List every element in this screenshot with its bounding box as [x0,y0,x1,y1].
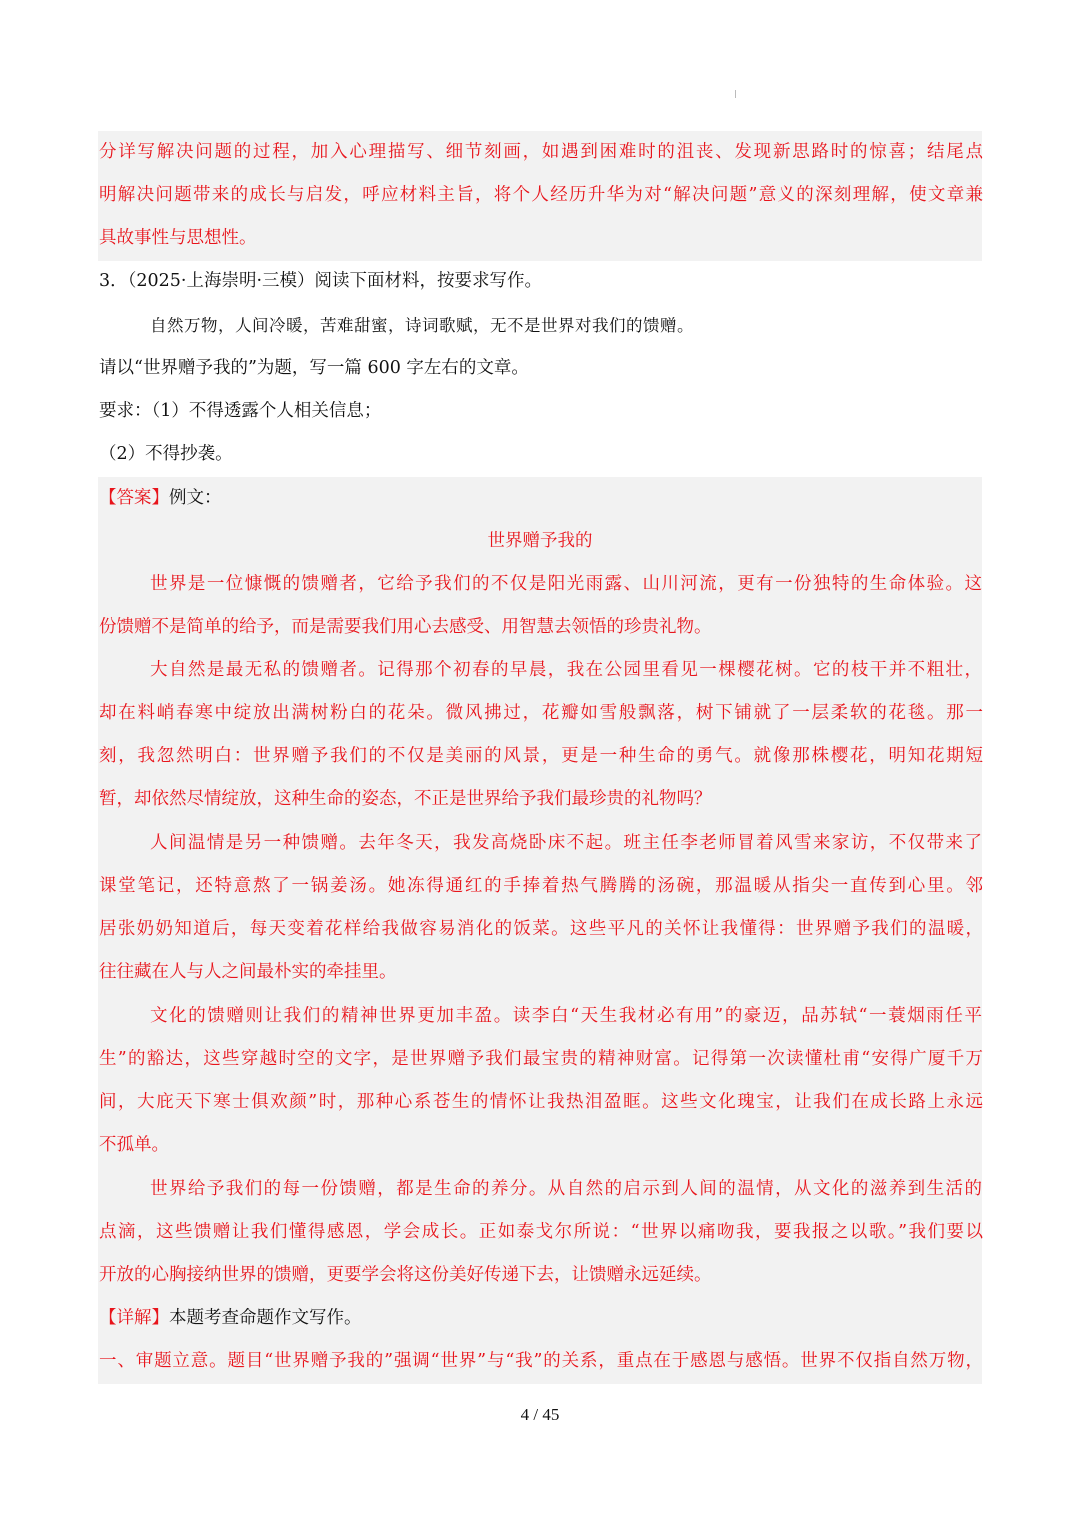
answer-line: 分详写解决问题的过程，加入心理描写、细节刻画，如遇到困难时的沮丧、发现新思路时的惊喜；结尾点 [99,142,983,162]
question-heading [99,260,983,303]
question-material: 自然万物，人间冷暖，苦难甜蜜，诗词歌赋，无不是世界对我们的馈赠。 [150,316,694,335]
essay-line: 人间温情是另一种馈赠。去年冬天，我发高烧卧床不起。班主任李老师冒着风雪来家访，不仅带来了 [150,833,982,853]
answer-label: 【答案】 [99,488,169,508]
essay-line: 间，大庇天下寒士俱欢颜”时，那种心系苍生的情怀让我热泪盈眶。这些文化瑰宝，让我们在成长路上永远 [99,1092,983,1112]
essay-line: 点滴，这些馈赠让我们懂得感恩，学会成长。正如泰戈尔所说：“世界以痛吻我，要我报之以歌。”我们要以 [99,1222,983,1242]
essay-line: 不孤单。 [99,1135,169,1155]
detail-line: 一、审题立意。题目“世界赠予我的”强调“世界”与“我”的关系，重点在于感恩与感悟。世界不仅指自然万物， [99,1351,983,1371]
essay-line: 大自然是最无私的馈赠者。记得那个初春的早晨，我在公园里看见一棵樱花树。它的枝干并不粗壮， [150,660,982,680]
answer-header [99,477,983,520]
answer-line: 明解决问题带来的成长与启发，呼应材料主旨，将个人经历升华为对“解决问题”意义的深刻理解，使文章兼 [99,185,983,205]
essay-line: 世界是一位慷慨的馈赠者，它给予我们的不仅是阳光雨露、山川河流，更有一份独特的生命体验。这 [150,574,982,594]
page-number: 4 / 45 [520,1405,560,1424]
detail-label: 【详解】 [99,1308,169,1328]
essay-line: 却在料峭春寒中绽放出满树粉白的花朵。微风拂过，花瓣如雪般飘落，树下铺就了一层柔软的花毯。那一 [99,703,983,723]
answer-line: 具故事性与思想性。 [99,228,257,248]
header-mark [735,90,736,98]
essay-title: 世界赠予我的 [487,531,593,551]
essay-line: 居张奶奶知道后，每天变着花样给我做容易消化的饭菜。这些平凡的关怀让我懂得：世界赠予我们的温暖， [99,919,983,939]
question-requirement-2: （2）不得抄袭。 [99,444,233,464]
essay-line: 生”的豁达，这些穿越时空的文字，是世界赠予我们最宝贵的精神财富。记得第一次读懂杜甫“安得广厦千万 [99,1049,983,1069]
question-source: （2025·上海崇明·三模）阅读下面材料，按要求写作。 [127,271,543,291]
essay-line: 世界给予我们的每一份馈赠，都是生命的养分。从自然的启示到人间的温情，从文化的滋养到生活的 [150,1179,982,1199]
essay-line: 暂，却依然尽情绽放，这种生命的姿态，不正是世界给予我们最珍贵的礼物吗？ [99,789,712,809]
question-prompt: 请以“世界赠予我的”为题，写一篇 600 字左右的文章。 [99,358,529,378]
answer-label-suffix: 例文： [169,488,222,508]
essay-line: 份馈赠不是简单的给予，而是需要我们用心去感受、用智慧去领悟的珍贵礼物。 [99,617,712,637]
question-requirement-1: 要求：（1）不得透露个人相关信息； [99,401,382,421]
essay-line: 往往藏在人与人之间最朴实的牵挂里。 [99,962,397,982]
essay-line: 开放的心胸接纳世界的馈赠，更要学会将这份美好传递下去，让馈赠永远延续。 [99,1265,712,1285]
essay-line: 课堂笔记，还特意熬了一锅姜汤。她冻得通红的手捧着热气腾腾的汤碗，那温暖从指尖一直传到心里。邻 [99,876,983,896]
essay-line: 刻，我忽然明白：世界赠予我们的不仅是美丽的风景，更是一种生命的勇气。就像那株樱花，明知花期短 [99,746,983,766]
detail-text: 本题考查命题作文写作。 [169,1308,362,1328]
essay-line: 文化的馈赠则让我们的精神世界更加丰盈。读李白“天生我材必有用”的豪迈，品苏轼“一蓑烟雨任平 [150,1006,982,1026]
question-number: 3． [99,271,128,291]
detail-header [99,1297,983,1340]
